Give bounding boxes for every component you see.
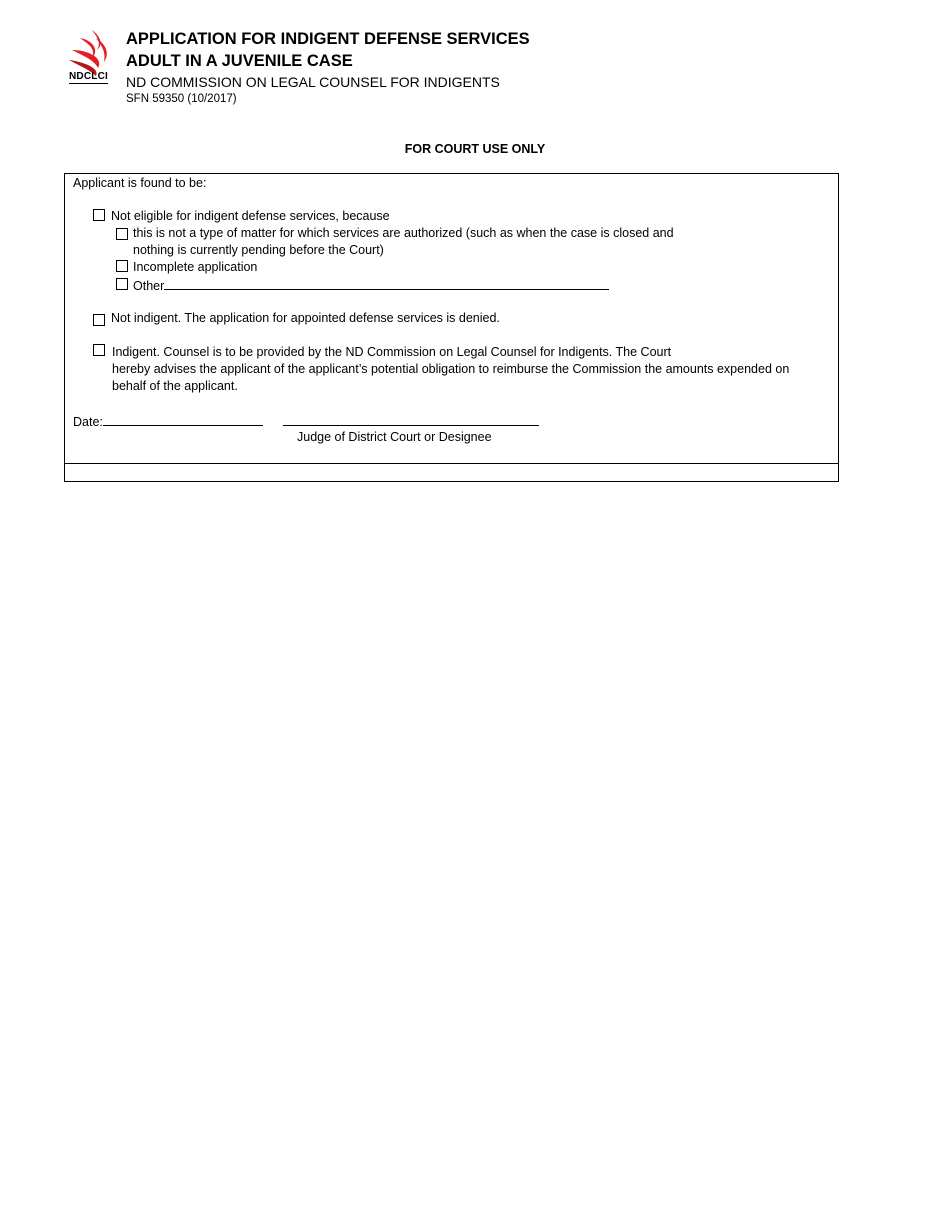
indigent-checkbox[interactable] [93, 344, 105, 356]
not-eligible-checkbox[interactable] [93, 209, 105, 221]
commission-name: ND COMMISSION ON LEGAL COUNSEL FOR INDIGENTS [126, 74, 500, 90]
not-indigent-checkbox[interactable] [93, 314, 105, 326]
indigent-label-line-3: behalf of the applicant. [112, 379, 238, 393]
date-row [73, 412, 263, 431]
court-use-box [64, 173, 839, 482]
applicant-found-label: Applicant is found to be: [73, 176, 207, 190]
logo-text: NDCLCI [69, 71, 108, 82]
other-reason-input[interactable] [164, 276, 609, 290]
judge-signature-line[interactable] [283, 425, 539, 426]
form-number: SFN 59350 (10/2017) [126, 93, 237, 105]
incomplete-application-checkbox[interactable] [116, 260, 128, 272]
other-reason-checkbox[interactable] [116, 278, 128, 290]
not-authorized-label-line-2: nothing is currently pending before the Court) [133, 243, 384, 257]
form-title-line-2: ADULT IN A JUVENILE CASE [126, 52, 353, 70]
not-eligible-label: Not eligible for indigent defense services, because [111, 209, 390, 223]
form-title-line-1: APPLICATION FOR INDIGENT DEFENSE SERVICES [126, 30, 530, 48]
not-authorized-checkbox[interactable] [116, 228, 128, 240]
incomplete-application-label: Incomplete application [133, 260, 258, 274]
other-reason-row [133, 276, 609, 295]
not-authorized-label-line-1: this is not a type of matter for which services are authorized (such as when the case is closed and [133, 226, 674, 240]
indigent-label-line-1: Indigent. Counsel is to be provided by the ND Commission on Legal Counsel for Indigents. The Court [112, 345, 672, 359]
indigent-label-line-2: hereby advises the applicant of the applicant’s potential obligation to reimburse the Commission the amounts expended on [112, 362, 790, 376]
court-use-heading: FOR COURT USE ONLY [404, 142, 546, 156]
judge-signature-label: Judge of District Court or Designee [297, 430, 492, 444]
box-bottom-divider [65, 463, 838, 464]
date-label: Date: [73, 415, 103, 429]
other-reason-label: Other [133, 279, 165, 293]
not-indigent-label: Not indigent. The application for appointed defense services is denied. [111, 311, 500, 325]
date-input[interactable] [103, 412, 263, 426]
